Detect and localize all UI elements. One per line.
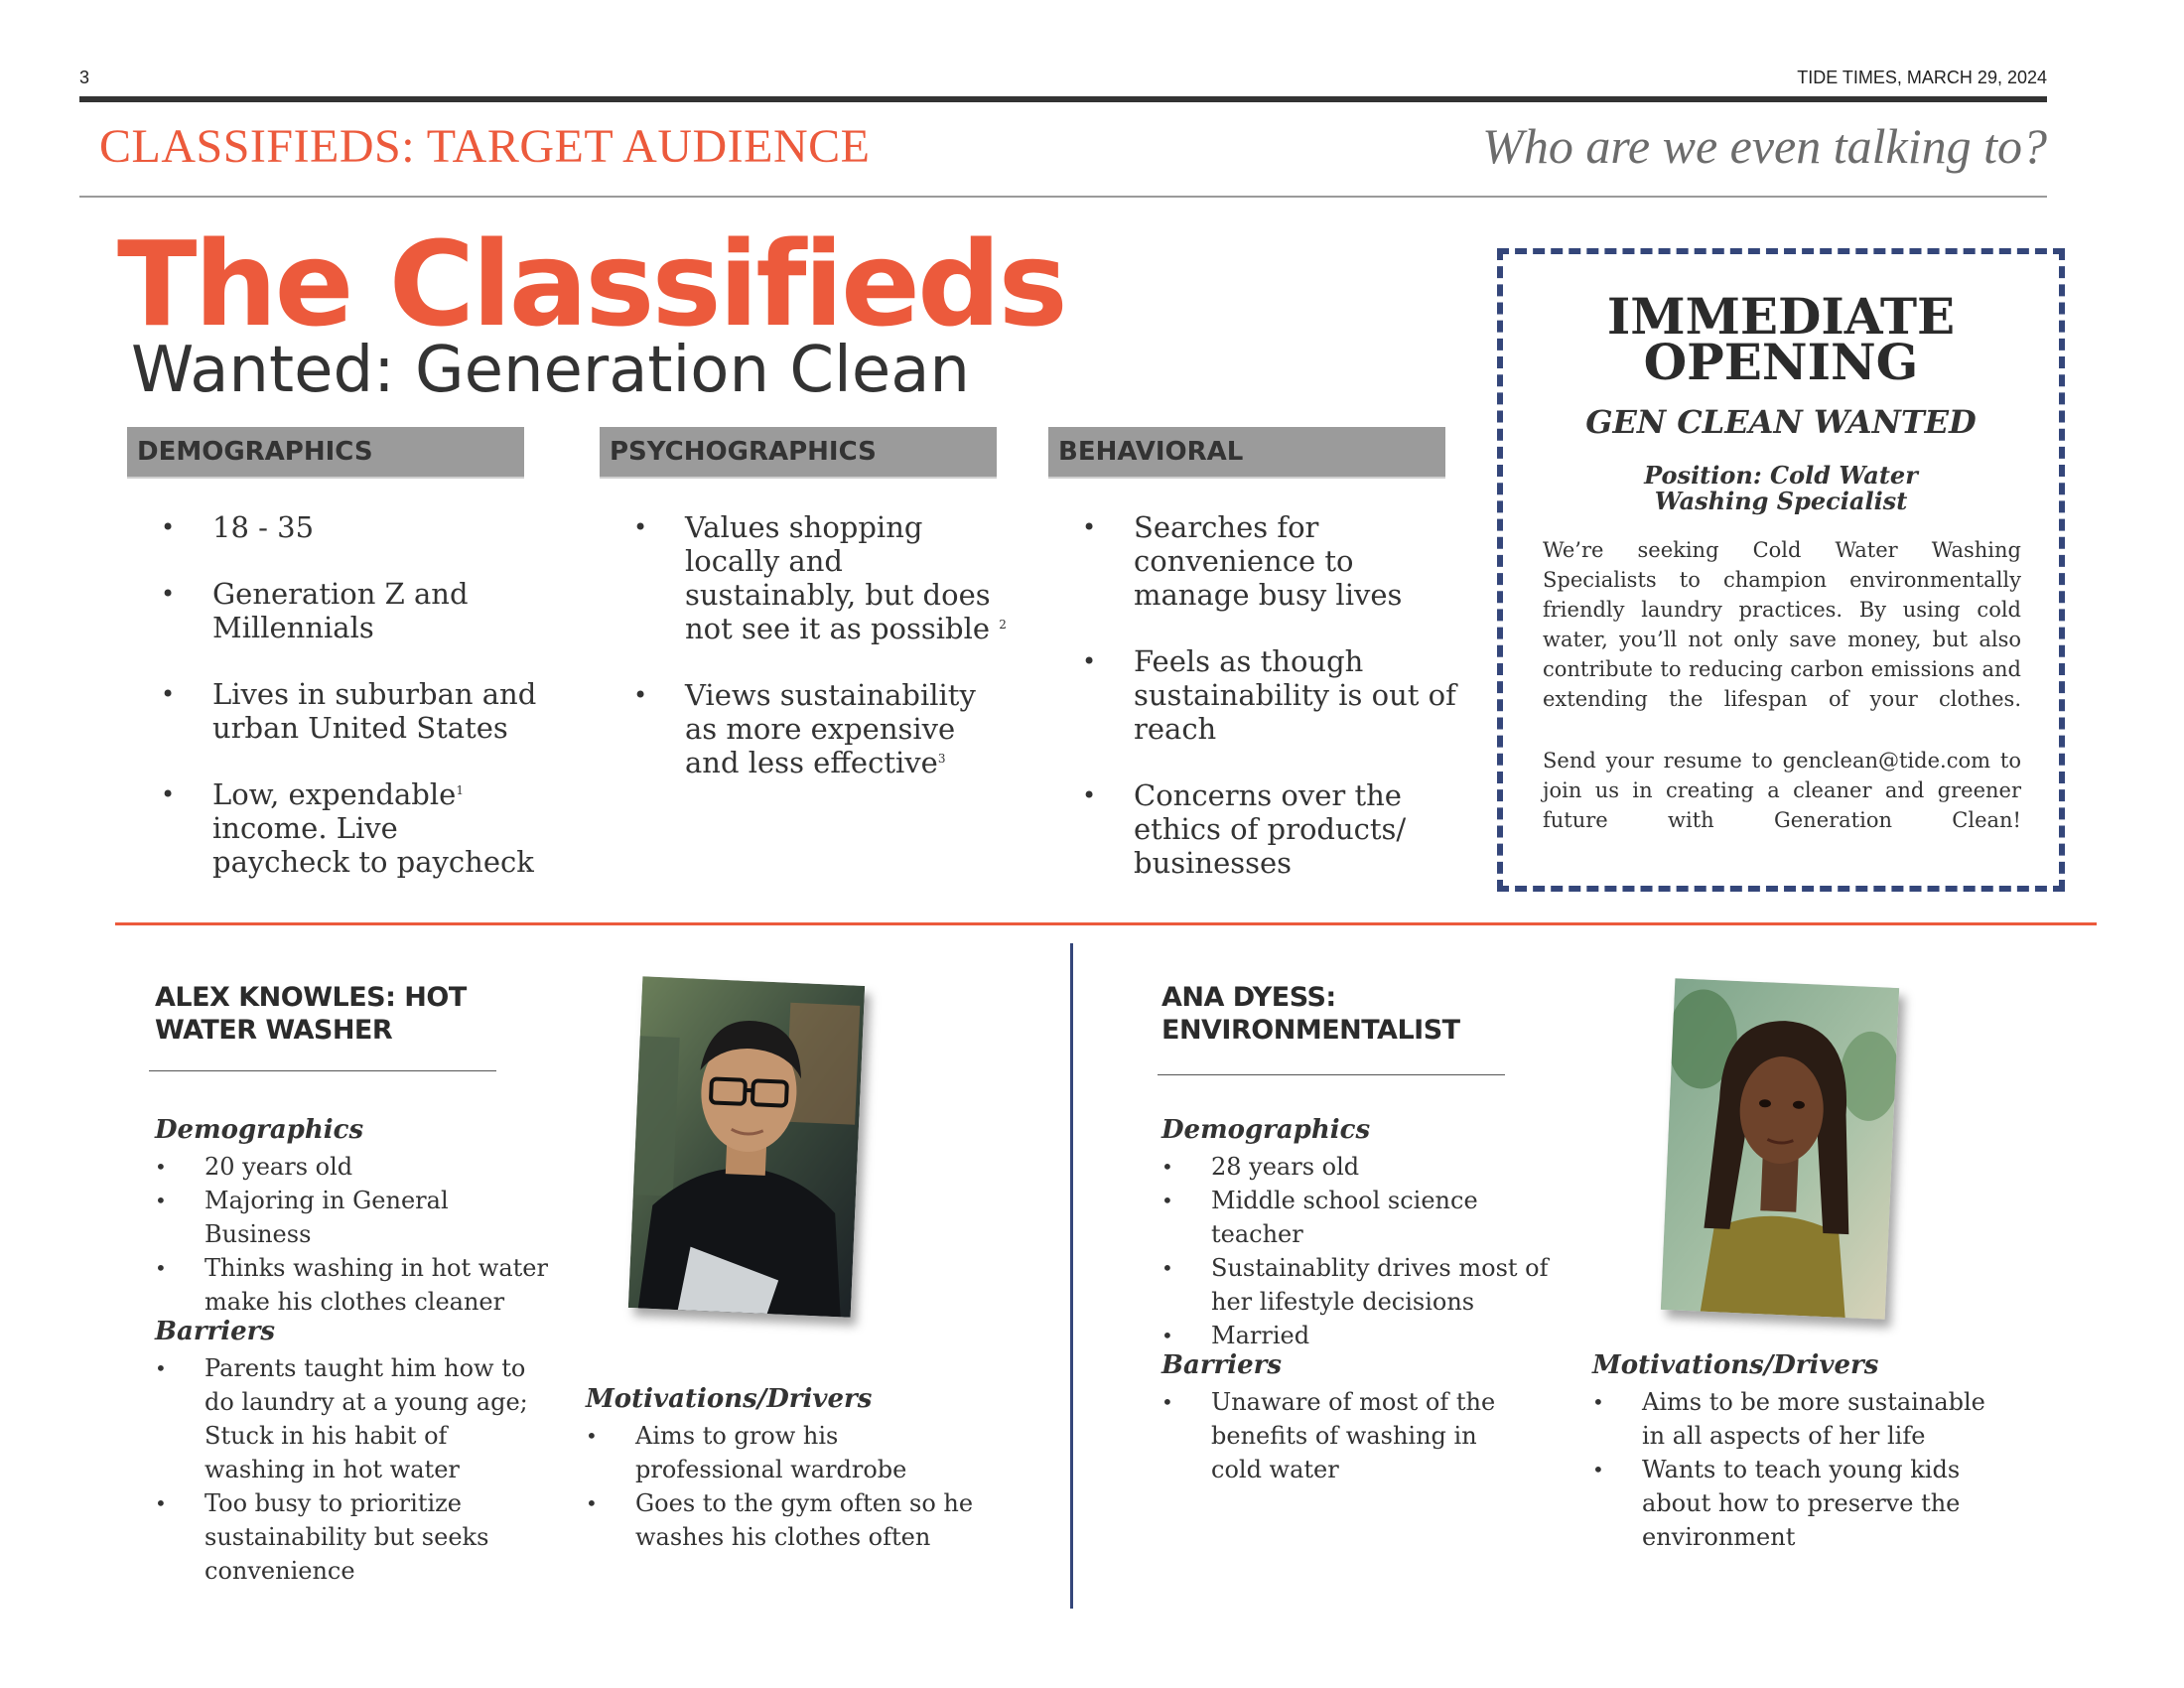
- persona-name: ALEX KNOWLES: HOT WATER WASHER: [155, 982, 467, 1046]
- list-item: • Low, expendable$^1$ income. Live paycheck to paycheck: [161, 777, 538, 879]
- person-photo-icon: [1661, 978, 1899, 1320]
- list-item: • Feels as though sustainability is out of reach: [1082, 644, 1469, 746]
- list-item: • Goes to the gym often so he washes his clothes often: [586, 1486, 993, 1554]
- behavioral-heading: BEHAVIORAL: [1048, 427, 1445, 477]
- persona-demographics-list: [1161, 1150, 1559, 1352]
- persona-barriers-list: [155, 1351, 552, 1588]
- page-subtitle: Wanted: Generation Clean: [131, 334, 970, 407]
- section-divider: [115, 922, 2097, 925]
- list-item: • Majoring in General Business: [155, 1184, 552, 1251]
- ad-body: We’re seeking Cold Water Washing Specialists to champion environmentally friendly laundry practices. By using cold water, you’ll not only save money, but also contribute to reducing carbon emissions and extending the lifespan of your clothes.: [1543, 538, 2021, 711]
- persona-demographics-list: [155, 1150, 552, 1319]
- motivations-subheading: Motivations/Drivers: [586, 1384, 873, 1414]
- list-item: • Concerns over the ethics of products/ businesses: [1082, 778, 1469, 880]
- ad-call-to-action: Send your resume to genclean@tide.com to join us in creating a cleaner and greener future with Generation Clean!: [1543, 749, 2021, 832]
- header-rule: [79, 196, 2047, 198]
- motivations-subheading: Motivations/Drivers: [1592, 1350, 1879, 1380]
- list-item: • Married: [1161, 1319, 1559, 1352]
- top-rule: [79, 96, 2047, 102]
- ad-subtitle: GEN CLEAN WANTED: [1585, 403, 1977, 441]
- persona-motivations-list: [586, 1419, 993, 1554]
- footnote-marker: 3: [937, 752, 946, 766]
- demographics-heading: DEMOGRAPHICS: [127, 427, 524, 477]
- list-item: • Unaware of most of the benefits of washing in cold water: [1161, 1385, 1519, 1486]
- list-item: • Sustainablity drives most of her lifestyle decisions: [1161, 1251, 1559, 1319]
- list-item: • Parents taught him how to do laundry at a young age; Stuck in his habit of washing in hot water: [155, 1351, 552, 1486]
- barriers-subheading: Barriers: [1161, 1350, 1282, 1380]
- barriers-subheading: Barriers: [155, 1317, 275, 1346]
- list-item: • Generation Z and Millennials: [161, 577, 538, 644]
- list-item: • Aims to grow his professional wardrobe: [586, 1419, 993, 1486]
- list-item: • Views sustainability as more expensive and less effective$^3$: [633, 678, 1011, 779]
- ana-portrait-icon: [1661, 978, 1899, 1320]
- behavioral-list: [1082, 510, 1469, 913]
- list-item: • Searches for convenience to manage busy lives: [1082, 510, 1469, 612]
- list-item: • Thinks washing in hot water make his clothes cleaner: [155, 1251, 552, 1319]
- alex-portrait-icon: [628, 976, 865, 1317]
- ad-title: IMMEDIATE OPENING: [1606, 287, 1956, 391]
- persona-motivations-list: [1592, 1385, 2009, 1554]
- list-item: • Aims to be more sustainable in all aspects of her life: [1592, 1385, 2009, 1453]
- persona-divider: [1070, 943, 1073, 1609]
- person-photo-icon: [628, 976, 865, 1317]
- masthead: TIDE TIMES, MARCH 29, 2024: [1797, 68, 2047, 87]
- list-item: • 28 years old: [1161, 1150, 1559, 1184]
- list-item: • 18 - 35: [161, 510, 538, 544]
- list-item: • Wants to teach young kids about how to preserve the environment: [1592, 1453, 2009, 1554]
- page-number: 3: [79, 68, 90, 87]
- list-item: • Lives in suburban and urban United States: [161, 677, 538, 745]
- section-title: CLASSIFIEDS: TARGET AUDIENCE: [99, 120, 871, 173]
- footnote-marker: 1: [456, 783, 464, 797]
- list-item: • Middle school science teacher: [1161, 1184, 1559, 1251]
- list-item: • Too busy to prioritize sustainability but seeks convenience: [155, 1486, 552, 1588]
- name-underline: [1158, 1074, 1505, 1075]
- demographics-subheading: Demographics: [1161, 1115, 1371, 1145]
- list-item: • Values shopping locally and sustainably, but does not see it as possible $^2$: [633, 510, 1011, 645]
- persona-name: ANA DYESS: ENVIRONMENTALIST: [1161, 982, 1460, 1046]
- footnote-marker: 2: [999, 618, 1007, 632]
- job-ad-box: [1497, 248, 2065, 892]
- list-item: • 20 years old: [155, 1150, 552, 1184]
- demographics-list: [161, 510, 538, 912]
- tagline: Who are we even talking to?: [1482, 118, 2047, 174]
- demographics-subheading: Demographics: [155, 1115, 364, 1145]
- psychographics-heading: PSYCHOGRAPHICS: [600, 427, 997, 477]
- psychographics-list: [633, 510, 1011, 812]
- name-underline: [149, 1070, 496, 1071]
- ad-position: Position: Cold Water Washing Specialist: [1644, 461, 1918, 515]
- page-title: The Classifieds: [117, 215, 1065, 352]
- persona-barriers-list: [1161, 1385, 1519, 1486]
